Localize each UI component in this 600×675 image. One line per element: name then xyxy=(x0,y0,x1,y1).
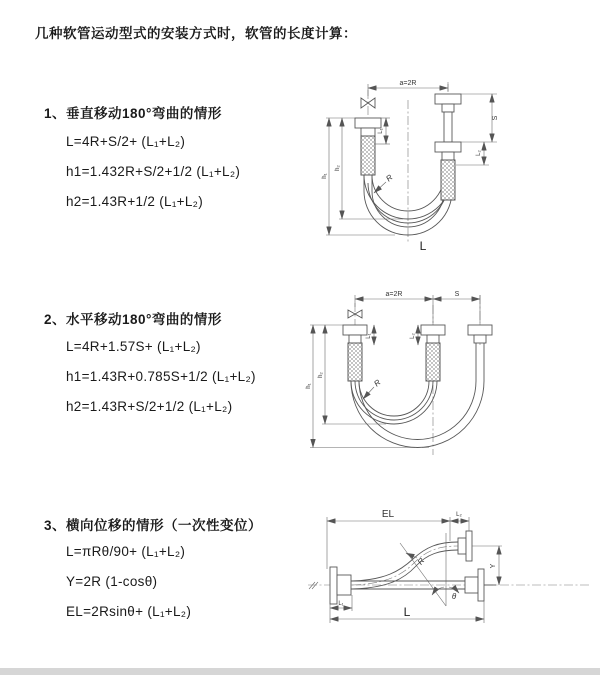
dim-label-l2: L₂ xyxy=(456,512,462,518)
flange-hub xyxy=(337,575,351,595)
formula-line: L=4R+1.57S+ (L₁+L₂) xyxy=(66,339,201,354)
flange-hub xyxy=(474,335,486,343)
dim-label-h2: h₂ xyxy=(335,165,341,171)
dim-label-l1: L₁ xyxy=(366,333,372,339)
dim-label-y: Y xyxy=(490,563,497,569)
formula-line: L=4R+S/2+ (L₁+L₂) xyxy=(66,134,186,149)
flange-disc xyxy=(330,567,337,604)
page-title: 几种软管运动型式的安装方式时，软管的长度计算： xyxy=(35,26,357,41)
hose-arc xyxy=(359,381,429,416)
flange xyxy=(343,325,367,335)
angle-label-theta: θ xyxy=(451,592,457,601)
flange xyxy=(355,118,381,128)
dim-label-r: R xyxy=(372,377,383,389)
formula-line: h2=1.43R+S/2+1/2 (L₁+L₂) xyxy=(66,399,233,414)
dim-label-l1: L₁ xyxy=(338,601,344,607)
formula-line: L=πRθ/90+ (L₁+L₂) xyxy=(66,544,186,559)
section-2-heading: 2、水平移动180°弯曲的情形 xyxy=(44,312,222,327)
dim-label-l: L xyxy=(419,239,427,253)
dim-label-l2: L₂ xyxy=(410,333,416,339)
formula-line: EL=2Rsinθ+ (L₁+L₂) xyxy=(66,604,192,619)
dim-label-a2r: a=2R xyxy=(399,80,417,87)
flange-hub xyxy=(349,335,361,343)
braid-hatch xyxy=(361,136,375,175)
dim-label-h1: h₁ xyxy=(306,383,312,389)
diagram-horizontal-move-180 xyxy=(300,283,570,473)
flange-hub xyxy=(427,335,439,343)
hose-curve xyxy=(352,550,458,589)
braid-hatch xyxy=(348,343,362,381)
flange-disc xyxy=(466,531,472,561)
centerline-mark xyxy=(312,582,318,589)
dim-label-r: R xyxy=(384,172,395,184)
centerline-mark xyxy=(309,582,315,589)
dim-label-l2: L₂ xyxy=(476,150,482,156)
hose-arc xyxy=(351,381,437,424)
angle-arc xyxy=(432,587,444,595)
flange-hub xyxy=(442,152,454,160)
radius-leader xyxy=(363,387,374,399)
page-bottom-edge xyxy=(0,668,600,675)
radius-leader xyxy=(406,553,417,558)
dim-label-l1: L₁ xyxy=(378,128,384,134)
flange xyxy=(468,325,492,335)
formula-line: Y=2R (1-cosθ) xyxy=(66,574,158,589)
dim-label-a2r: a=2R xyxy=(385,291,403,298)
dim-label-s: S xyxy=(454,291,460,298)
section-3-heading: 3、横向位移的情形（一次性变位） xyxy=(44,518,263,533)
formula-line: h2=1.43R+1/2 (L₁+L₂) xyxy=(66,194,204,209)
dim-label-s: S xyxy=(492,115,499,121)
section-1-heading: 1、垂直移动180°弯曲的情形 xyxy=(44,106,222,121)
formula-line: h1=1.432R+S/2+1/2 (L₁+L₂) xyxy=(66,164,241,179)
flange xyxy=(435,142,461,152)
flange-hub xyxy=(458,538,466,554)
dim-label-r: R xyxy=(415,556,427,567)
dim-label-h1: h₁ xyxy=(322,173,328,179)
dim-label-h2: h₂ xyxy=(318,372,324,378)
radius-leader xyxy=(374,182,386,193)
flange-disc xyxy=(478,569,484,601)
diagram-lateral-displacement xyxy=(300,503,600,663)
hose-arc xyxy=(351,381,484,448)
braid-hatch xyxy=(426,343,440,381)
hose-arc xyxy=(359,381,476,440)
tube xyxy=(444,112,452,142)
dim-label-l: L xyxy=(403,605,411,619)
flange xyxy=(421,325,445,335)
braid-hatch xyxy=(441,160,455,200)
flange-hub xyxy=(465,577,478,593)
diagram-vertical-move-180 xyxy=(295,72,565,262)
dim-label-el: EL xyxy=(381,509,395,520)
formula-line: h1=1.43R+0.785S+1/2 (L₁+L₂) xyxy=(66,369,256,384)
flange xyxy=(435,94,461,104)
flange-hub xyxy=(442,104,454,112)
flange-hub xyxy=(361,128,375,136)
